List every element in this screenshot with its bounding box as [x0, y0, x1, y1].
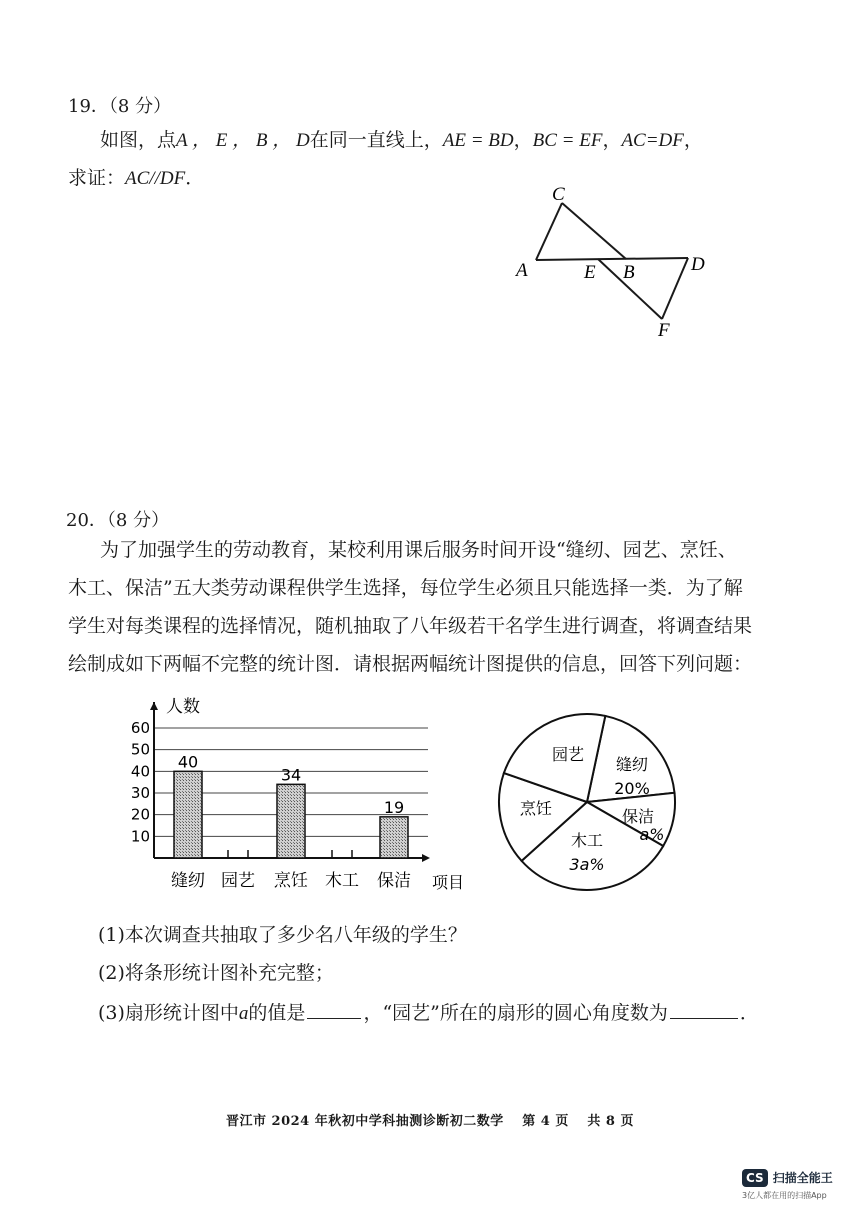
line-ad	[536, 258, 688, 260]
label-d: D	[691, 254, 705, 275]
watermark-tagline: 3亿人都在用的扫描App	[742, 1191, 827, 1200]
category-木工: 木工	[325, 871, 359, 891]
q19-text-b: 在同一直线上，	[309, 129, 443, 151]
sep: ，	[683, 129, 703, 151]
y-axis-label: 人数	[166, 697, 200, 717]
bar-categories	[171, 871, 411, 891]
q19-prove-statement: AC//DF	[125, 168, 186, 189]
x-axis-label: 项目	[432, 873, 465, 892]
watermark-brand-row	[742, 1167, 852, 1187]
category-园艺: 园艺	[221, 871, 255, 891]
scanner-watermark	[742, 1167, 852, 1201]
q20-sub3-a: (3)扇形统计图中	[98, 1002, 239, 1024]
label-f: F	[658, 320, 670, 340]
q19-points: A ， E ， B ， D	[176, 130, 310, 151]
label-c: C	[552, 184, 565, 205]
answer-blank-a[interactable]	[307, 1017, 361, 1019]
data-label-烹饪: 34	[280, 765, 302, 785]
pie-label-烹饪: 烹饪	[519, 799, 553, 818]
sep: ，	[513, 129, 533, 151]
data-label-缝纫: 40	[177, 752, 199, 772]
q19-statement-line1	[100, 122, 703, 159]
pie-value-保洁: a%	[639, 825, 665, 844]
y-tick-60: 60	[130, 719, 150, 737]
data-label-保洁: 19	[383, 797, 405, 817]
q20-sub3-b: 的值是	[248, 1002, 306, 1024]
bar-烹饪	[277, 784, 305, 858]
segment-df	[662, 258, 688, 319]
y-axis-arrow	[150, 702, 158, 710]
pie-label-木工: 木工	[570, 831, 604, 850]
segment-cb	[562, 203, 626, 259]
q19-geometry-figure	[500, 180, 730, 340]
q20-sub3	[98, 998, 759, 1025]
q20-sub2: (2)将条形统计图补充完整；	[98, 962, 334, 984]
label-a: A	[516, 260, 528, 281]
sep: ，	[602, 129, 622, 151]
bar-chart	[120, 690, 480, 905]
q20-sub3-end: ．	[739, 1002, 759, 1024]
watermark-brand: 扫描全能王	[772, 1171, 833, 1185]
answer-blank-angle[interactable]	[670, 1017, 738, 1019]
y-tick-40: 40	[130, 762, 150, 781]
segment-ac	[536, 203, 562, 260]
x-axis-arrow	[422, 854, 430, 862]
pie-label-缝纫: 缝纫	[615, 755, 649, 774]
q20-sub1: (1)本次调查共抽取了多少名八年级的学生？	[98, 924, 467, 946]
page-footer: 晋江市 2024 年秋初中学科抽测诊断初二数学 第 4 页 共 8 页	[226, 1114, 634, 1129]
pie-value-木工: 3a%	[569, 855, 605, 874]
y-tick-10: 10	[130, 827, 150, 846]
category-保洁: 保洁	[377, 871, 411, 891]
watermark-logo: CS	[742, 1169, 768, 1187]
y-tick-20: 20	[130, 805, 150, 824]
q20-sub3-var: a	[238, 1003, 249, 1024]
q20-sub3-c: ，“园艺”所在的扇形的圆心角度数为	[363, 1002, 668, 1024]
category-缝纫: 缝纫	[171, 871, 205, 891]
q19-prove-line: 求证：AC//DF．	[68, 167, 205, 189]
pie-chart	[495, 710, 695, 900]
q19-prove-label: 求证：	[68, 167, 126, 189]
bar-缝纫	[174, 771, 202, 858]
q20-para-line4: 绘制成如下两幅不完整的统计图．请根据两幅统计图提供的信息，回答下列问题：	[68, 653, 753, 675]
q20-para-line1: 为了加强学生的劳动教育，某校利用课后服务时间开设“缝纫、园艺、烹饪、	[100, 539, 737, 561]
q19-cond1: AE = BD	[442, 130, 514, 151]
q19-cond2: BC = EF	[532, 130, 603, 151]
category-烹饪: 烹饪	[274, 871, 308, 891]
pie-value-缝纫: 20%	[614, 779, 650, 798]
q20-para-line2: 木工、保洁”五大类劳动课程供学生选择，每位学生必须且只能选择一类．为了解	[68, 577, 743, 599]
label-e: E	[584, 262, 596, 283]
bar-ticks	[131, 719, 150, 845]
pie-label-园艺: 园艺	[551, 745, 585, 764]
q19-header: 19．（8 分）	[68, 96, 172, 117]
q19-text-a: 如图，点	[100, 129, 177, 151]
bar-保洁	[380, 817, 408, 858]
q20-para-line3: 学生对每类课程的选择情况，随机抽取了八年级若干名学生进行调查，将调查结果	[68, 615, 753, 637]
q19-cond3: AC=DF	[621, 130, 684, 151]
y-tick-50: 50	[130, 740, 150, 759]
y-tick-30: 30	[130, 784, 150, 802]
label-b: B	[623, 262, 635, 283]
pie-label-保洁: 保洁	[621, 807, 655, 826]
q20-header: 20．（8 分）	[66, 510, 170, 531]
